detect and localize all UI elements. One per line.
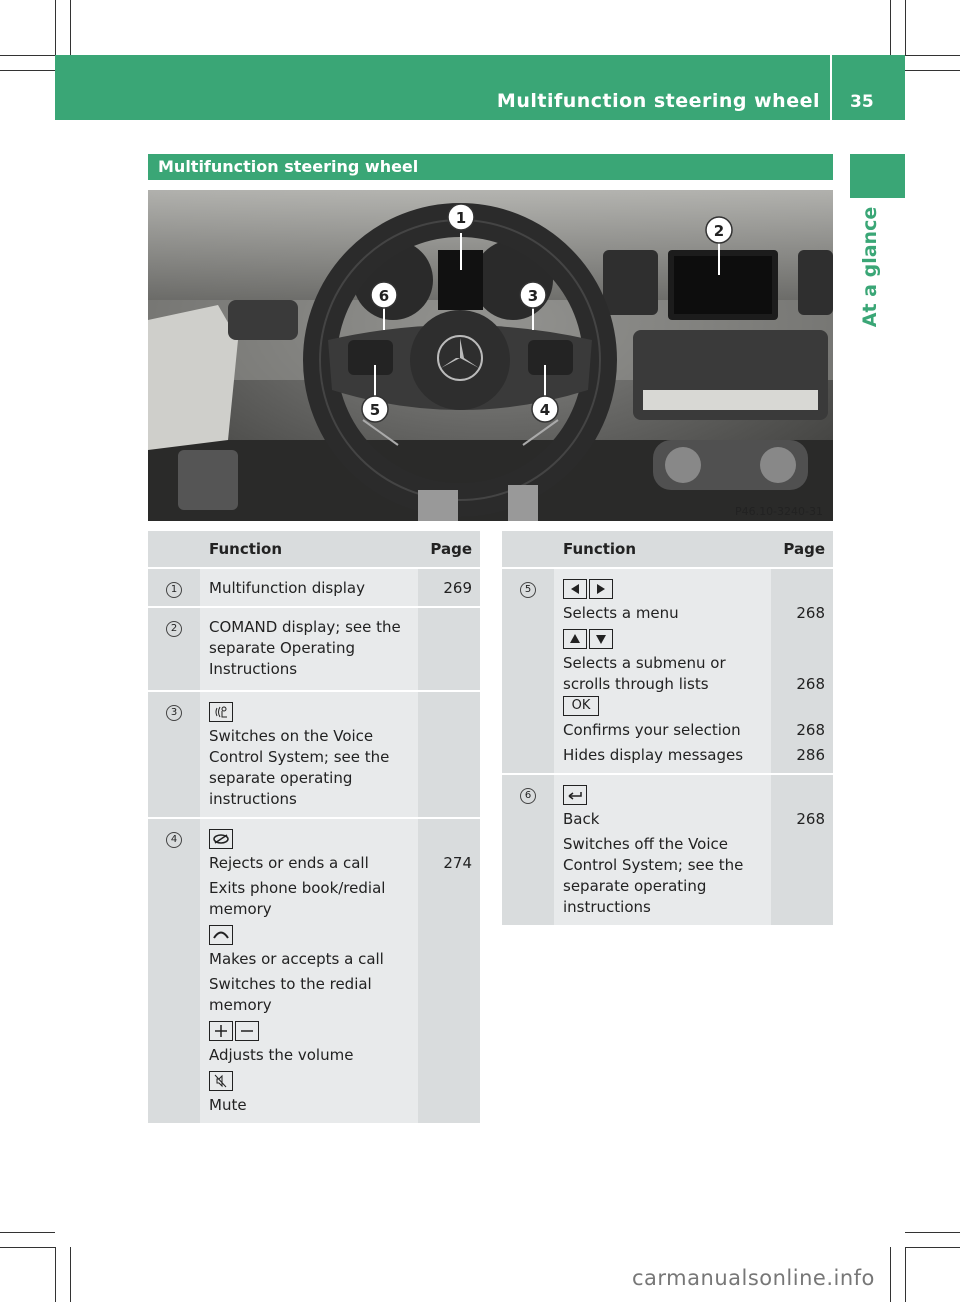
table-row [148,607,480,691]
function-text: separate operating [209,769,353,787]
page-ref: 268 [796,810,825,828]
table-row [502,774,833,925]
crop-mark [0,55,55,56]
crop-mark [0,1247,55,1248]
svg-text:2: 2 [713,222,725,240]
hang-up-icon [209,829,233,849]
function-text: memory [209,996,272,1014]
page-ref: 269 [443,579,472,597]
function-text: Rejects or ends a call [209,854,369,872]
function-text: Multifunction display [209,579,365,597]
function-text: separate operating [563,877,707,895]
col-page: Page [418,531,480,568]
crop-mark [890,0,891,55]
volume-plus-minus-icon [209,1020,410,1041]
row-number: 2 [166,621,182,637]
svg-text:3: 3 [527,287,539,305]
function-text: Mute [209,1096,247,1114]
callout-5 [362,396,388,422]
steering-wheel-photo [148,190,833,521]
phone-accept-icon [209,925,233,945]
function-text: instructions [209,790,297,808]
crop-mark [890,1247,891,1302]
callout-1 [448,204,474,230]
svg-text:5: 5 [369,401,381,419]
callout-2 [706,217,732,243]
callout-6 [371,282,397,308]
table-row [148,691,480,818]
function-text: instructions [563,898,651,916]
crop-mark [905,0,906,55]
crop-mark [905,70,960,71]
mute-icon [209,1071,233,1091]
function-text: Exits phone book/redial [209,879,386,897]
function-text: Confirms your selection [563,721,741,739]
voice-control-icon [209,702,233,722]
function-table-right [502,531,833,925]
crop-mark [55,1247,56,1302]
row-number: 3 [166,705,182,721]
function-text: separate Operating [209,639,355,657]
function-text: COMAND display; see the [209,618,401,636]
crop-mark [905,1247,906,1302]
page-ref: 286 [796,746,825,764]
col-page: Page [771,531,833,568]
svg-text:6: 6 [378,287,390,305]
row-number: 5 [520,582,536,598]
page-ref: 274 [443,854,472,872]
crop-mark [70,0,71,55]
col-function: Function [200,531,418,568]
page-ref: 268 [796,604,825,622]
chapter-tab [850,154,905,198]
col-function: Function [554,531,771,568]
header-blank [502,531,554,568]
row-number: 1 [166,582,182,598]
table-row [502,568,833,774]
function-text: Control System; see the [563,856,744,874]
function-text: Back [563,810,600,828]
crop-mark [905,1232,960,1233]
function-text: scrolls through lists [563,675,709,693]
function-text: Selects a menu [563,604,679,622]
function-text: Instructions [209,660,298,678]
row-number: 4 [166,832,182,848]
header-separator [830,55,832,120]
function-table-left [148,531,480,1123]
chapter-label: At a glance [859,206,881,328]
svg-text:4: 4 [539,401,551,419]
up-down-arrows-icon [563,628,763,649]
function-text: Hides display messages [563,746,744,764]
crop-mark [55,0,56,55]
section-title: Multifunction steering wheel [158,157,419,176]
function-text: Control System; see the [209,748,390,766]
photo-code: P46.10-3240-31 [734,505,823,518]
svg-text:1: 1 [455,209,467,227]
callout-4 [532,396,558,422]
function-text: Selects a submenu or [563,654,726,672]
callout-3 [520,282,546,308]
header-blank [148,531,200,568]
back-icon [563,785,587,805]
crop-mark [0,70,55,71]
function-text: Switches on the Voice [209,727,374,745]
function-text: Makes or accepts a call [209,950,384,968]
section-heading [148,154,833,180]
function-text: Adjusts the volume [209,1046,354,1064]
function-text: memory [209,900,272,918]
crop-mark [905,55,960,56]
page-number: 35 [850,92,874,112]
function-text: Switches off the Voice [563,835,728,853]
crop-mark [905,1247,960,1248]
table-row [148,568,480,607]
page-ref: 268 [796,675,825,693]
crop-mark [0,1232,55,1233]
left-right-arrows-icon [563,578,763,599]
page-ref: 268 [796,721,825,739]
watermark: carmanualsonline.info [632,1266,875,1290]
crop-mark [70,1247,71,1302]
ok-button-icon: OK [563,696,599,716]
table-row [148,818,480,1123]
header-title: Multifunction steering wheel [496,90,820,112]
function-text: Switches to the redial [209,975,372,993]
row-number: 6 [520,788,536,804]
